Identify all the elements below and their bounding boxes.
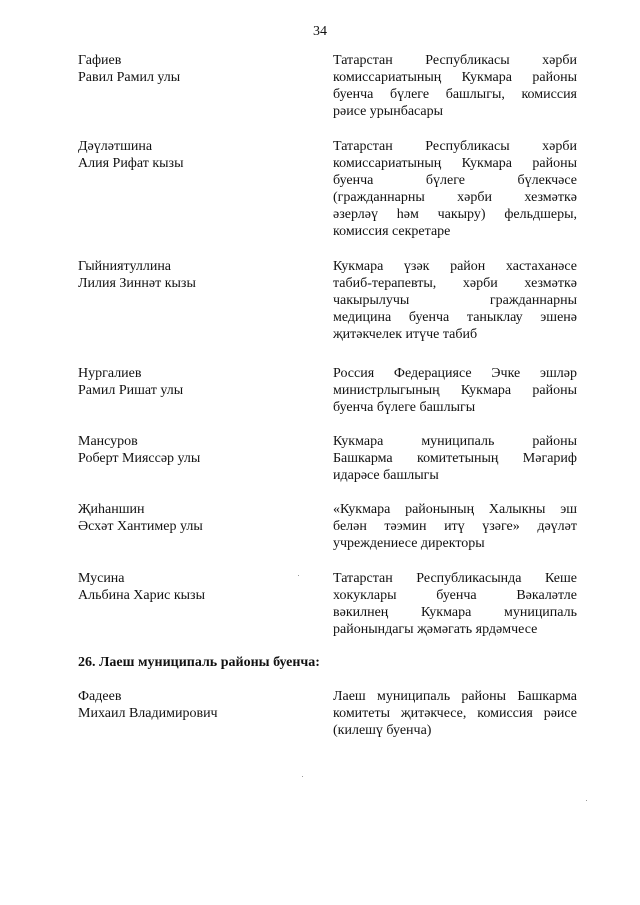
- member-role: [333, 570, 577, 638]
- member-given-name: Михаил Владимирович: [78, 706, 218, 721]
- role-line: буенча бүлеге башлыгы: [333, 400, 476, 415]
- role-line: комиссариатының Кукмара районы: [333, 156, 577, 171]
- member-name: [78, 433, 298, 467]
- role-line: Татарстан Республикасы хәрби: [333, 53, 577, 68]
- role-line: Кукмара муниципаль районы: [333, 434, 577, 449]
- member-role: [333, 52, 577, 120]
- role-line: буенча бүлеге башлыгы, комиссия: [333, 87, 577, 102]
- member-surname: Мансуров: [78, 434, 138, 449]
- member-given-name: Лилия Зиннәт кызы: [78, 276, 196, 291]
- member-name: [78, 570, 298, 604]
- member-surname: Җиһаншин: [78, 502, 145, 517]
- member-role: [333, 138, 577, 240]
- role-line: комиссариатының Кукмара районы: [333, 70, 577, 85]
- role-line: (килешү буенча): [333, 723, 432, 738]
- role-line: комиссия секретаре: [333, 224, 451, 239]
- member-surname: Гафиев: [78, 53, 122, 68]
- role-line: рәисе урынбасары: [333, 104, 444, 119]
- member-surname: Мусина: [78, 571, 125, 586]
- member-given-name: Әсхәт Хантимер улы: [78, 519, 203, 534]
- scan-speck: [586, 800, 587, 801]
- role-line: белән тәэмин итү үзәге» дәүләт: [333, 519, 577, 534]
- role-line: Россия Федерациясе Эчке эшләр: [333, 366, 577, 381]
- role-line: җитәкчелек итүче табиб: [333, 327, 478, 342]
- scan-speck: [302, 776, 303, 777]
- member-role: [333, 258, 577, 343]
- role-line: вәкилнең Кукмара муниципаль: [333, 605, 577, 620]
- member-given-name: Равил Рамил улы: [78, 70, 181, 85]
- role-line: Лаеш муниципаль районы Башкарма: [333, 689, 577, 704]
- member-given-name: Роберт Мияссәр улы: [78, 451, 201, 466]
- member-given-name: Альбина Харис кызы: [78, 588, 205, 603]
- member-surname: Нургалиев: [78, 366, 142, 381]
- role-line: (гражданнарны хәрби хезмәткә: [333, 190, 577, 205]
- scan-speck: [298, 575, 299, 576]
- section-heading: 26. Лаеш муниципаль районы буенча:: [78, 655, 320, 670]
- role-line: әзерләү һәм чакыру) фельдшеры,: [333, 207, 577, 222]
- role-line: идарәсе башлыгы: [333, 468, 439, 483]
- member-surname: Фадеев: [78, 689, 122, 704]
- member-name: [78, 52, 298, 86]
- role-line: буенча бүлеге бүлекчәсе: [333, 173, 577, 188]
- role-line: медицина буенча таныклау эшенә: [333, 310, 577, 325]
- role-line: Татарстан Республикасында Кеше: [333, 571, 577, 586]
- role-line: чакырылучы гражданнарны: [333, 293, 577, 308]
- role-line: учреждениесе директоры: [333, 536, 485, 551]
- member-name: [78, 138, 298, 172]
- role-line: хокуклары буенча Вәкаләтле: [333, 588, 577, 603]
- member-name: [78, 365, 298, 399]
- role-line: районындагы җәмәгать ярдәмчесе: [333, 622, 538, 637]
- member-name: [78, 501, 298, 535]
- role-line: Татарстан Республикасы хәрби: [333, 139, 577, 154]
- member-role: [333, 365, 577, 416]
- role-line: министрлыгының Кукмара районы: [333, 383, 577, 398]
- member-role: [333, 433, 577, 484]
- member-role: [333, 688, 577, 739]
- role-line: «Кукмара районының Халыкны эш: [333, 502, 577, 517]
- member-given-name: Рамил Ришат улы: [78, 383, 184, 398]
- role-line: Кукмара үзәк район хастаханәсе: [333, 259, 577, 274]
- page-number: 34: [313, 24, 327, 39]
- member-surname: Дәүләтшина: [78, 139, 153, 154]
- member-role: [333, 501, 577, 552]
- member-name: [78, 258, 298, 292]
- member-given-name: Алия Рифат кызы: [78, 156, 184, 171]
- member-name: [78, 688, 298, 722]
- role-line: Башкарма комитетының Мәгариф: [333, 451, 577, 466]
- role-line: табиб-терапевты, хәрби хезмәткә: [333, 276, 577, 291]
- member-surname: Гыйниятуллина: [78, 259, 172, 274]
- role-line: комитеты җитәкчесе, комиссия рәисе: [333, 706, 577, 721]
